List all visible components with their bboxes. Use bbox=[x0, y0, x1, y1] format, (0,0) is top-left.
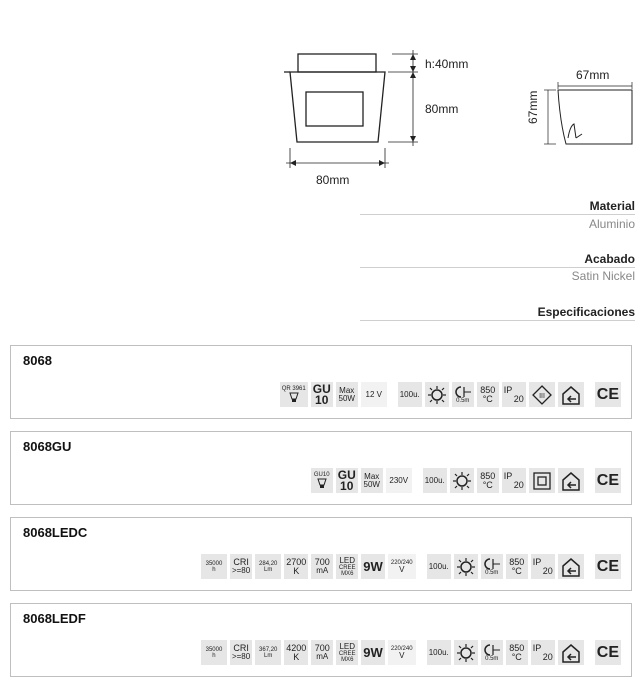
units-badge: 100u. bbox=[427, 640, 451, 665]
distance-badge: 0.5m bbox=[481, 554, 503, 579]
max-power-badge: Max 50W bbox=[336, 382, 358, 407]
units-badge: 100u. bbox=[427, 554, 451, 579]
dimmable-icon bbox=[454, 554, 478, 579]
cri-badge: CRI >=80 bbox=[230, 640, 252, 665]
specs-label: Especificaciones bbox=[537, 305, 635, 319]
lifespan-badge: 35000 h bbox=[201, 554, 227, 579]
max-power-badge: Max 50W bbox=[361, 468, 383, 493]
material-label: Material bbox=[589, 199, 635, 213]
voltage-badge: 220/240 V bbox=[388, 554, 416, 579]
wattage-badge: 9W bbox=[361, 554, 385, 579]
bulb-icon bbox=[316, 478, 328, 490]
temperature-badge: 850 °C bbox=[477, 382, 499, 407]
distance-icon bbox=[454, 386, 472, 398]
current-badge: 700 mA bbox=[311, 640, 333, 665]
ce-mark: CE bbox=[595, 640, 621, 665]
color-temp-badge: 2700 K bbox=[284, 554, 308, 579]
dimmable-icon bbox=[454, 640, 478, 665]
product-card bbox=[10, 431, 632, 505]
distance-badge: 0.5m bbox=[452, 382, 474, 407]
distance-icon bbox=[483, 558, 501, 570]
cri-badge: CRI >=80 bbox=[230, 554, 252, 579]
ip-rating-badge: IP 20 bbox=[531, 640, 555, 665]
lumens-badge: 367,20 Lm bbox=[255, 640, 281, 665]
voltage-badge: 230V bbox=[386, 468, 412, 493]
spec-badges bbox=[201, 554, 621, 579]
socket-badge: GU 10 bbox=[337, 467, 356, 493]
color-temp-badge: 4200 K bbox=[284, 640, 308, 665]
ip-rating-badge: IP 20 bbox=[531, 554, 555, 579]
bottom-dimension-label: 80mm bbox=[316, 173, 350, 187]
spec-badges bbox=[280, 382, 621, 407]
divider bbox=[360, 320, 635, 321]
cutout-drawing bbox=[540, 76, 640, 148]
socket-badge: GU 10 bbox=[312, 381, 331, 407]
lamp-type-badge: QR 3961 bbox=[280, 382, 308, 407]
ip-rating-badge: IP 20 bbox=[502, 468, 526, 493]
class-ii-icon bbox=[529, 468, 555, 493]
ce-mark: CE bbox=[595, 468, 621, 493]
voltage-badge: 220/240 V bbox=[388, 640, 416, 665]
product-code: 8068LEDF bbox=[23, 611, 86, 626]
divider bbox=[360, 214, 635, 215]
spec-badges bbox=[311, 468, 621, 493]
dimmable-icon bbox=[450, 468, 474, 493]
wattage-badge: 9W bbox=[361, 640, 385, 665]
height-dimension-label: h:40mm bbox=[425, 57, 469, 71]
units-badge: 100u. bbox=[423, 468, 447, 493]
voltage-badge: 12 V bbox=[361, 382, 387, 407]
temperature-badge: 850 °C bbox=[506, 554, 528, 579]
product-code: 8068LEDC bbox=[23, 525, 88, 540]
led-source-badge: LED CREE MX6 bbox=[336, 640, 358, 665]
temperature-badge: 850 °C bbox=[477, 468, 499, 493]
indoor-use-icon bbox=[558, 382, 584, 407]
dimmable-icon bbox=[425, 382, 449, 407]
ip-rating-badge: IP 20 bbox=[502, 382, 526, 407]
product-card bbox=[10, 517, 632, 591]
svg-text:III: III bbox=[538, 392, 545, 400]
cutout-height-label: 67mm bbox=[526, 90, 540, 124]
distance-badge: 0.5m bbox=[481, 640, 503, 665]
side-dimension-label: 80mm bbox=[425, 102, 459, 116]
units-badge: 100u. bbox=[398, 382, 422, 407]
indoor-use-icon bbox=[558, 554, 584, 579]
bulb-icon bbox=[288, 392, 300, 404]
finish-label: Acabado bbox=[584, 252, 635, 266]
distance-icon bbox=[483, 644, 501, 656]
lifespan-badge: 35000 h bbox=[201, 640, 227, 665]
ce-mark: CE bbox=[595, 382, 621, 407]
spec-badges bbox=[201, 640, 621, 665]
indoor-use-icon bbox=[558, 468, 584, 493]
product-code: 8068 bbox=[23, 353, 52, 368]
temperature-badge: 850 °C bbox=[506, 640, 528, 665]
ce-mark: CE bbox=[595, 554, 621, 579]
product-card bbox=[10, 345, 632, 419]
cutout-width-label: 67mm bbox=[576, 68, 610, 82]
led-source-badge: LED CREE MX6 bbox=[336, 554, 358, 579]
lamp-type-badge: GU10 bbox=[311, 468, 333, 493]
finish-value: Satin Nickel bbox=[571, 269, 635, 283]
product-code: 8068GU bbox=[23, 439, 72, 454]
product-card bbox=[10, 603, 632, 677]
lumens-badge: 284,20 Lm bbox=[255, 554, 281, 579]
material-value: Aluminio bbox=[588, 217, 635, 231]
fixture-drawing bbox=[270, 40, 510, 200]
indoor-use-icon bbox=[558, 640, 584, 665]
divider bbox=[360, 267, 635, 268]
class-iii-icon bbox=[529, 382, 555, 407]
current-badge: 700 mA bbox=[311, 554, 333, 579]
